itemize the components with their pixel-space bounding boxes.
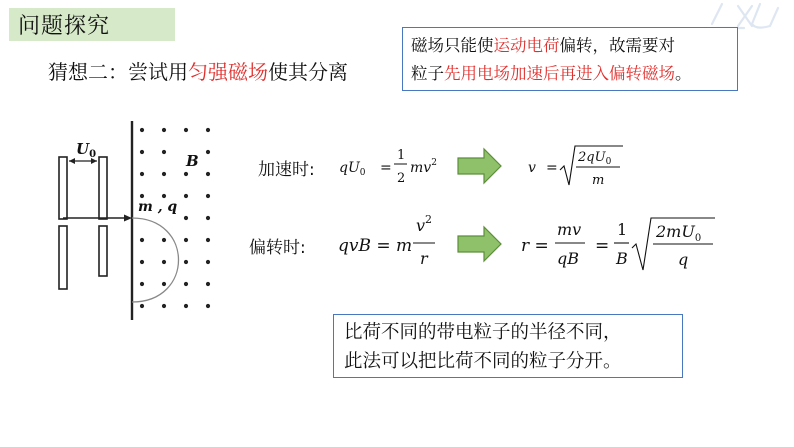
- deflect-result-num: mv: [557, 220, 582, 239]
- field-dot: [162, 260, 166, 264]
- field-dot: [206, 238, 210, 242]
- field-dot: [206, 128, 210, 132]
- accel-eq: =: [380, 160, 392, 176]
- deflect-formula: [338, 213, 715, 270]
- accel-result-num: $2qU_0$: [578, 150, 612, 167]
- field-dot: [162, 150, 166, 154]
- deflect-result2-num: 1: [617, 220, 628, 239]
- note-highlight: 运动电荷: [493, 36, 560, 55]
- field-dot: [162, 194, 166, 198]
- deflect-result-den: qB: [557, 249, 579, 268]
- note-text: 磁场只能使: [411, 36, 494, 55]
- right-plate-upper: [99, 157, 107, 219]
- note-text: 。: [675, 64, 692, 83]
- deflect-frac-den: r: [420, 249, 428, 268]
- accel-result-var: v: [528, 160, 536, 176]
- field-dot: [206, 260, 210, 264]
- deflect-result2-root-den: q: [678, 250, 689, 269]
- field-dot: [184, 282, 188, 286]
- particle-label: m , q: [138, 199, 178, 215]
- deflect-label: 偏转时:: [249, 238, 306, 258]
- field-dot: [140, 304, 144, 308]
- field-dot: [140, 150, 144, 154]
- field-dot: [206, 216, 210, 220]
- field-dot: [140, 172, 144, 176]
- accel-label: 加速时:: [258, 160, 315, 180]
- field-dot: [162, 238, 166, 242]
- field-dot: [140, 282, 144, 286]
- voltage-arrow-head-left: [69, 158, 75, 164]
- deflect-result2-root-num: $2mU_0$: [656, 222, 702, 244]
- field-dot: [206, 172, 210, 176]
- field-dot: [206, 282, 210, 286]
- field-dot: [162, 172, 166, 176]
- field-dot: [184, 304, 188, 308]
- accel-result-den: m: [592, 173, 605, 188]
- subtitle-prefix: 猜想二：尝试用: [48, 60, 188, 84]
- page-title: 问题探究: [18, 14, 111, 39]
- field-label: B: [186, 152, 199, 170]
- deflect-frac-num: $v^2$: [416, 213, 433, 235]
- conclusion-line-2: 此法可以把比荷不同的粒子分开。: [344, 351, 622, 372]
- accel-rhs: $mv^2$: [410, 158, 437, 176]
- deflect-result-eq2: =: [595, 236, 610, 256]
- magnetic-field-dots: [140, 128, 210, 308]
- field-dot: [206, 150, 210, 154]
- particle-trajectory: [132, 218, 179, 302]
- field-dot: [184, 260, 188, 264]
- field-dot: [206, 194, 210, 198]
- field-dot: [140, 128, 144, 132]
- subtitle-suffix: 使其分离: [268, 60, 348, 84]
- field-dot: [140, 194, 144, 198]
- accel-result-eq: =: [546, 160, 558, 176]
- field-dot: [162, 304, 166, 308]
- accel-frac-den: 2: [397, 171, 406, 186]
- conclusion-line-1: 比荷不同的带电粒子的半径不同，: [344, 322, 622, 343]
- left-plate-lower: [59, 226, 67, 289]
- note-text: 粒子: [411, 64, 444, 83]
- arrow-icon: [458, 227, 501, 261]
- field-dot: [184, 216, 188, 220]
- deflect-lhs: qvB = m: [338, 236, 413, 256]
- note-text: 偏转，故需要对: [559, 36, 675, 55]
- accel-lhs: $qU_0$: [339, 160, 366, 178]
- field-dot: [140, 238, 144, 242]
- voltage-subscript: 0: [89, 149, 97, 160]
- left-plate-upper: [59, 157, 67, 219]
- field-dot: [184, 128, 188, 132]
- subtitle-highlight: 匀强磁场: [188, 60, 268, 84]
- deflect-result2-den: B: [616, 249, 628, 268]
- arrow-icon: [458, 149, 501, 183]
- field-dot: [162, 128, 166, 132]
- field-dot: [162, 282, 166, 286]
- field-dot: [184, 238, 188, 242]
- conclusion-box: [333, 314, 683, 378]
- right-plate-lower: [99, 226, 107, 276]
- field-dot: [140, 260, 144, 264]
- deflect-result-var: r =: [521, 236, 549, 256]
- field-dot: [184, 194, 188, 198]
- note-highlight: 先用电场加速后再进入偏转磁场: [444, 64, 675, 83]
- field-dot: [206, 304, 210, 308]
- field-dot: [184, 172, 188, 176]
- voltage-label: $U_0$: [76, 140, 97, 160]
- accel-frac-num: 1: [397, 148, 406, 163]
